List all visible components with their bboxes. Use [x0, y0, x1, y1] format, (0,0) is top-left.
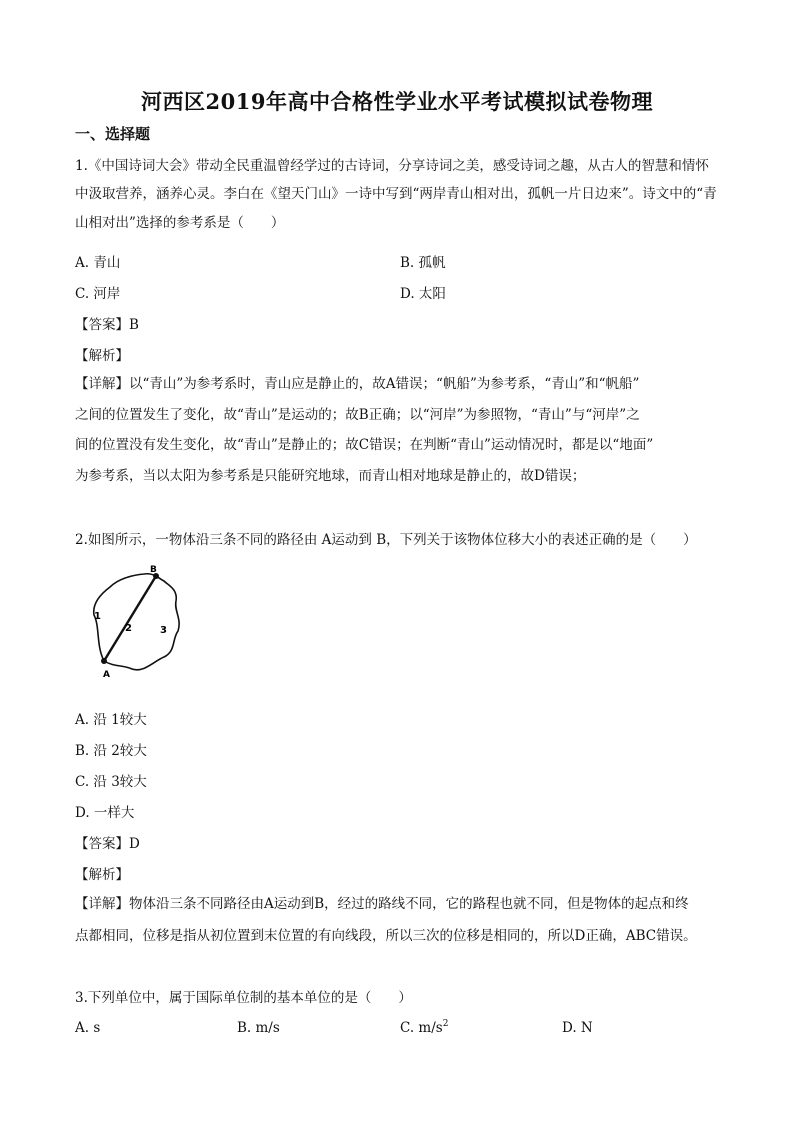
section-heading: 一、选择题: [75, 125, 151, 143]
q2-answer: 【答案】D: [75, 836, 140, 852]
q2-option-a: A. 沿 1较大: [75, 712, 147, 728]
q1-option-c: C. 河岸: [75, 286, 121, 302]
q3-option-b: B. m/s: [237, 1020, 280, 1036]
q3-option-c-text: C. m/s: [400, 1020, 443, 1036]
q1-option-b: B. 孤帆: [400, 255, 446, 271]
q1-analysis-label: 【解析】: [75, 348, 129, 364]
path-2: [104, 576, 156, 661]
label-path-3: 3: [160, 625, 167, 636]
q2-option-c: C. 沿 3较大: [75, 774, 147, 790]
q2-option-d: D. 一样大: [75, 805, 135, 821]
q2-stem: 2.如图所示，一物体沿三条不同的路径由 A运动到 B，下列关于该物体位移大小的表述正确的是（ ）: [75, 532, 697, 548]
q1-stem-line-3: 山相对出”选择的参考系是（ ）: [75, 215, 285, 231]
q1-detail-line-4: 为参考系，当以太阳为参考系是只能研究地球，而青山相对地球是静止的，故D错误；: [75, 468, 586, 484]
path-diagram: [88, 565, 188, 683]
q1-detail-line-2: 之间的位置发生了变化，故“青山”是运动的；故B正确；以“河岸”为参照物，“青山”与“河岸”之: [75, 407, 640, 423]
q3-option-d: D. N: [562, 1020, 593, 1036]
q1-answer: 【答案】B: [75, 317, 139, 333]
q1-option-d: D. 太阳: [400, 286, 446, 302]
q3-option-c: [400, 1020, 448, 1036]
point-a-dot: [101, 658, 107, 664]
q2-option-b: B. 沿 2较大: [75, 743, 147, 759]
q1-stem-line-2: 中汲取营养，涵养心灵。李白在《望天门山》一诗中写到“两岸青山相对出，孤帆一片日边来”。诗文中的“青: [75, 186, 717, 202]
path-3: [104, 576, 179, 670]
label-path-2: 2: [125, 623, 132, 634]
q1-detail-line-3: 间的位置没有发生变化，故“青山”是静止的；故C错误；在判断“青山”运动情况时，都是以“地面”: [75, 437, 654, 453]
path-1: [94, 574, 156, 661]
q2-analysis-label: 【解析】: [75, 867, 129, 883]
q2-detail-line-1: 【详解】物体沿三条不同路径由A运动到B，经过的路线不同，它的路程也就不同，但是物体的起点和终: [75, 896, 689, 912]
q1-option-a: A. 青山: [75, 255, 121, 271]
label-path-1: 1: [94, 611, 101, 622]
q3-option-a: A. s: [75, 1020, 101, 1036]
q1-detail-line-1: 【详解】以“青山”为参考系时，青山应是静止的，故A错误；“帆船”为参考系，“青山”和“帆船”: [75, 376, 640, 392]
page-title: 河西区2019年高中合格性学业水平考试模拟试卷物理: [141, 89, 653, 114]
label-a: A: [103, 670, 110, 680]
q3-stem: 3.下列单位中，属于国际单位制的基本单位的是（ ）: [75, 990, 412, 1006]
q1-stem-line-1: 1.《中国诗词大会》带动全民重温曾经学过的古诗词，分享诗词之美，感受诗词之趣，从古人的智慧和情怀: [75, 158, 709, 174]
label-b: B: [150, 565, 157, 575]
q2-detail-line-2: 点都相同，位移是指从初位置到末位置的有向线段，所以三次的位移是相同的，所以D正确，ABC错误。: [75, 928, 697, 944]
q3-option-c-exponent: 2: [442, 1019, 449, 1029]
